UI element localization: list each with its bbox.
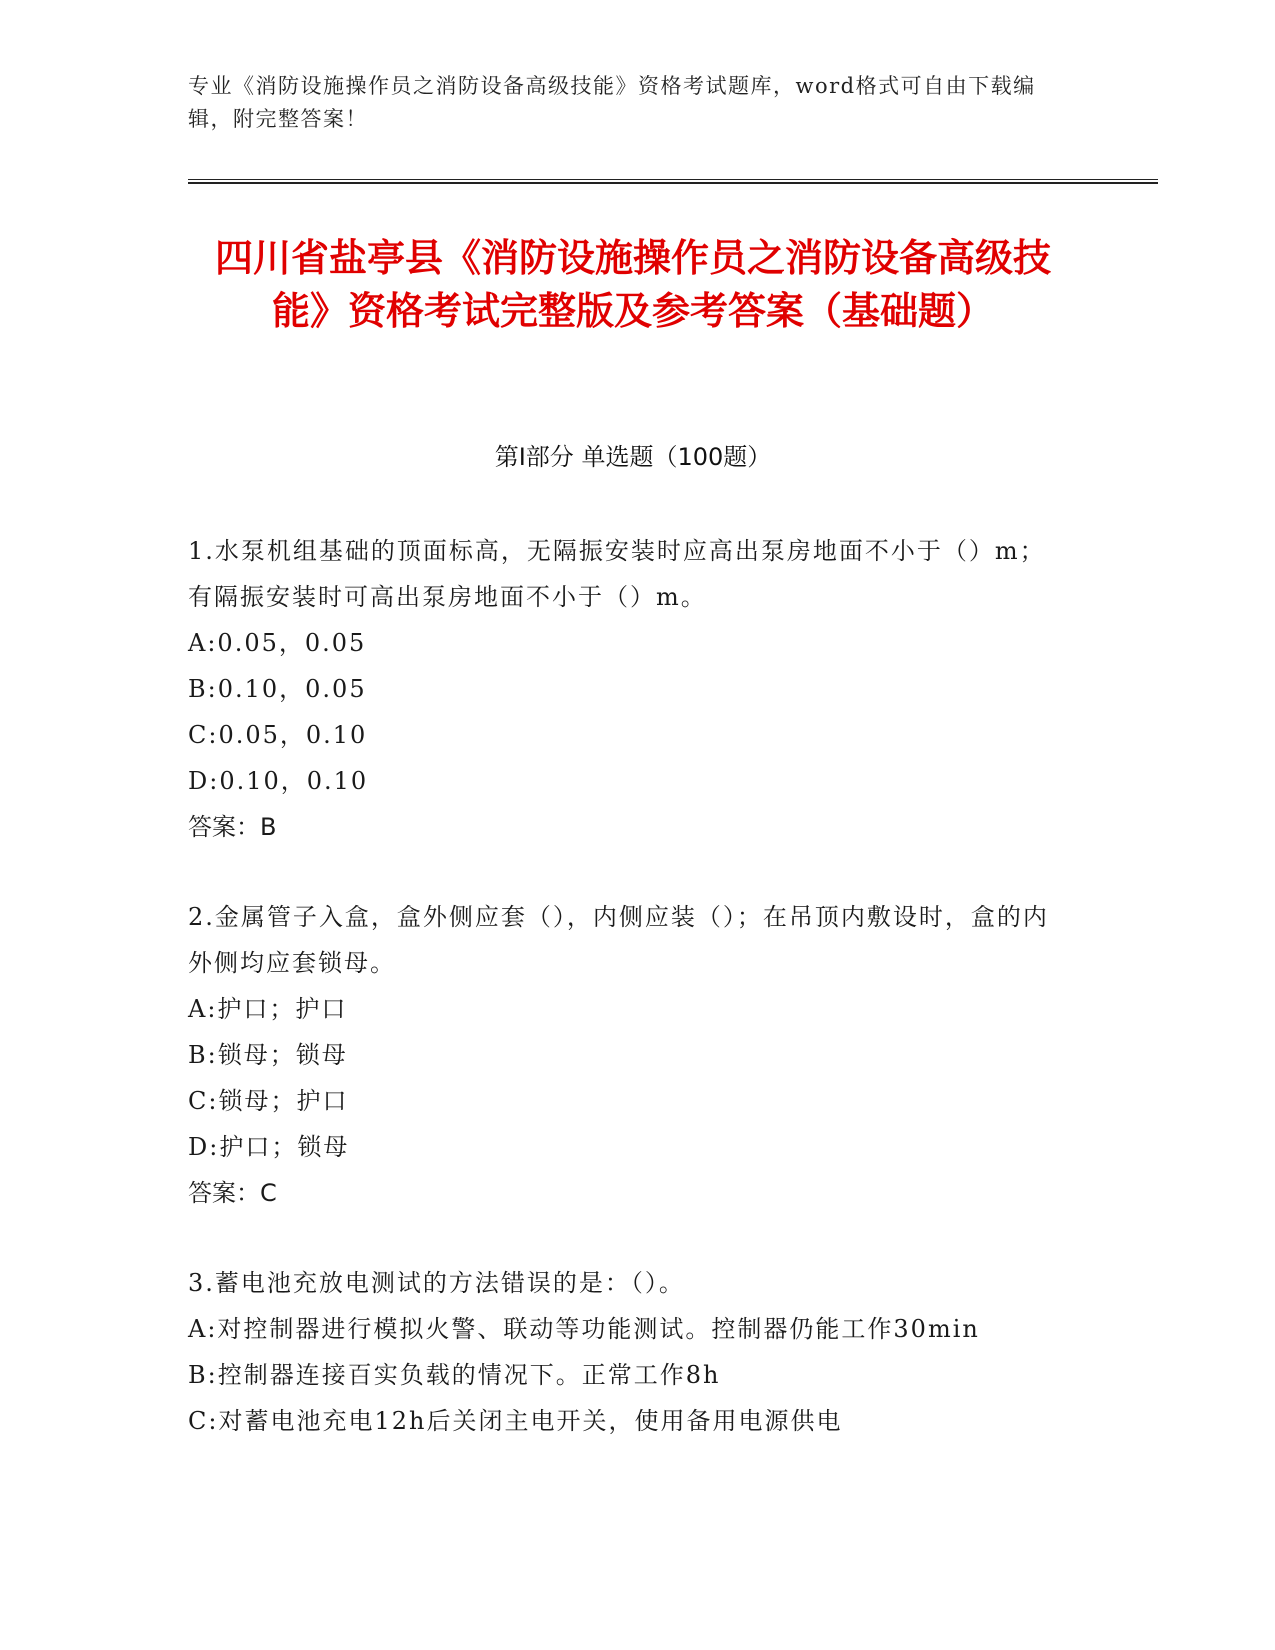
answer-line: 答案：B bbox=[188, 813, 277, 841]
option-a: A:0.05，0.05 bbox=[188, 629, 367, 657]
option-b: B:控制器连接百实负载的情况下。正常工作8h bbox=[188, 1361, 721, 1389]
option-a: A:护口；护口 bbox=[188, 995, 348, 1023]
option-b: B:锁母；锁母 bbox=[188, 1041, 348, 1069]
question-stem: 2.金属管子入盒，盒外侧应套（），内侧应装（）；在吊顶内敷设时，盒的内外侧均应套锁母。 bbox=[188, 903, 1049, 977]
question-list bbox=[188, 528, 1068, 1488]
header-divider-thin bbox=[188, 179, 1158, 180]
option-b: B:0.10，0.05 bbox=[188, 675, 367, 703]
question-stem: 1.水泵机组基础的顶面标高，无隔振安装时应高出泵房地面不小于（）m；有隔振安装时可高出泵房地面不小于（）m。 bbox=[188, 537, 1046, 611]
option-d: D:0.10，0.10 bbox=[188, 767, 369, 795]
document-title: 四川省盐亭县《消防设施操作员之消防设备高级技能》资格考试完整版及参考答案（基础题） bbox=[214, 236, 1051, 333]
option-c: C:对蓄电池充电12h后关闭主电开关，使用备用电源供电 bbox=[188, 1407, 843, 1435]
section-heading: 第Ⅰ部分 单选题（100题） bbox=[494, 443, 772, 471]
option-a: A:对控制器进行模拟火警、联动等功能测试。控制器仍能工作30min bbox=[188, 1315, 980, 1343]
question-item bbox=[188, 1260, 1068, 1444]
option-c: C:0.05，0.10 bbox=[188, 721, 368, 749]
question-item bbox=[188, 894, 1068, 1216]
header-divider-thick bbox=[188, 182, 1158, 184]
option-c: C:锁母；护口 bbox=[188, 1087, 349, 1115]
header-note: 专业《消防设施操作员之消防设备高级技能》资格考试题库，word格式可自由下载编辑，附完整答案！ bbox=[188, 74, 1036, 131]
answer-line: 答案：C bbox=[188, 1179, 277, 1207]
question-stem: 3.蓄电池充放电测试的方法错误的是：（）。 bbox=[188, 1269, 685, 1297]
question-item bbox=[188, 528, 1068, 850]
option-d: D:护口；锁母 bbox=[188, 1133, 350, 1161]
